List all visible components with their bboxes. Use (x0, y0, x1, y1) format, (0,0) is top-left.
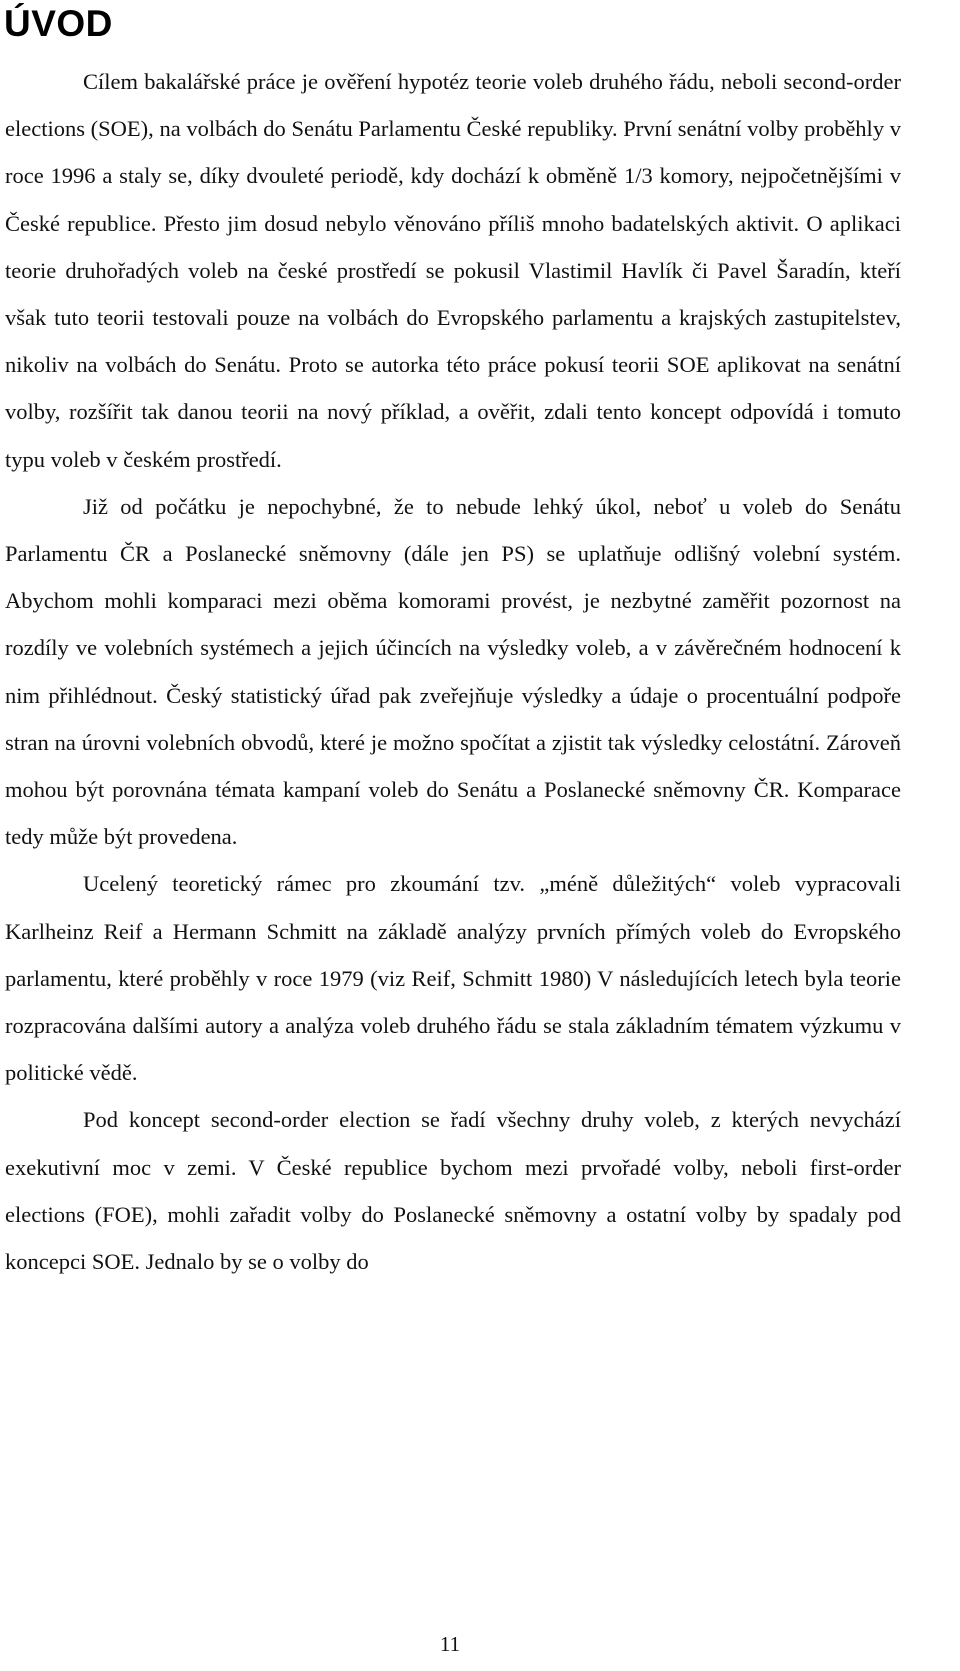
paragraph-2: Již od počátku je nepochybné, že to nebude lehký úkol, neboť u voleb do Senátu Parlamentu ČR a Poslanecké sněmovny (dále jen PS) se uplatňuje odlišný volební systém. Abychom mohli komparaci mezi oběma komorami provést, je nezbytné zaměřit pozornost na rozdíly ve volebních systémech a jejich účincích na výsledky voleb, a v závěrečném hodnocení k nim přihlédnout. Český statistický úřad pak zveřejňuje výsledky a údaje o procentuální podpoře stran na úrovni volebních obvodů, které je možno spočítat a zjistit tak výsledky celostátní. Zároveň mohou být porovnána témata kampaní voleb do Senátu a Poslanecké sněmovny ČR. Komparace tedy může být provedena. (5, 493, 901, 850)
paragraph-4: Pod koncept second-order election se řadí všechny druhy voleb, z kterých nevychází exekutivní moc v zemi. V České republice bychom mezi prvořadé volby, neboli first-order elections (FOE), mohli zařadit volby do Poslanecké sněmovny a ostatní volby by spadaly pod koncepci SOE. Jednalo by se o volby do (5, 1107, 901, 1275)
page-title: ÚVOD (4, 3, 113, 44)
paragraph-1: Cílem bakalářské práce je ověření hypotéz teorie voleb druhého řádu, neboli second-order elections (SOE), na volbách do Senátu Parlamentu České republiky. První senátní volby proběhly v roce 1996 a staly se, díky dvouleté periodě, kdy dochází k obměně 1/3 komory, nejpočetnějšími v České republice. Přesto jim dosud nebylo věnováno příliš mnoho badatelských aktivit. O aplikaci teorie druhořadých voleb na české prostředí se pokusil Vlastimil Havlík či Pavel Šaradín, kteří však tuto teorii testovali pouze na volbách do Evropského parlamentu a krajských zastupitelstev, nikoliv na volbách do Senátu. Proto se autorka této práce pokusí teorii SOE aplikovat na senátní volby, rozšířit tak danou teorii na nový příklad, a ověřit, zdali tento koncept odpovídá i tomuto typu voleb v českém prostředí. (5, 69, 901, 472)
body-text (5, 58, 901, 1285)
page-number: 11 (439, 1632, 461, 1656)
paragraph-3: Ucelený teoretický rámec pro zkoumání tzv. „méně důležitých“ voleb vypracovali Karlheinz Reif a Hermann Schmitt na základě analýzy prvních přímých voleb do Evropského parlamentu, které proběhly v roce 1979 (viz Reif, Schmitt 1980) V následujících letech byla teorie rozpracována dalšími autory a analýza voleb druhého řádu se stala základním tématem výzkumu v politické vědě. (5, 871, 901, 1086)
